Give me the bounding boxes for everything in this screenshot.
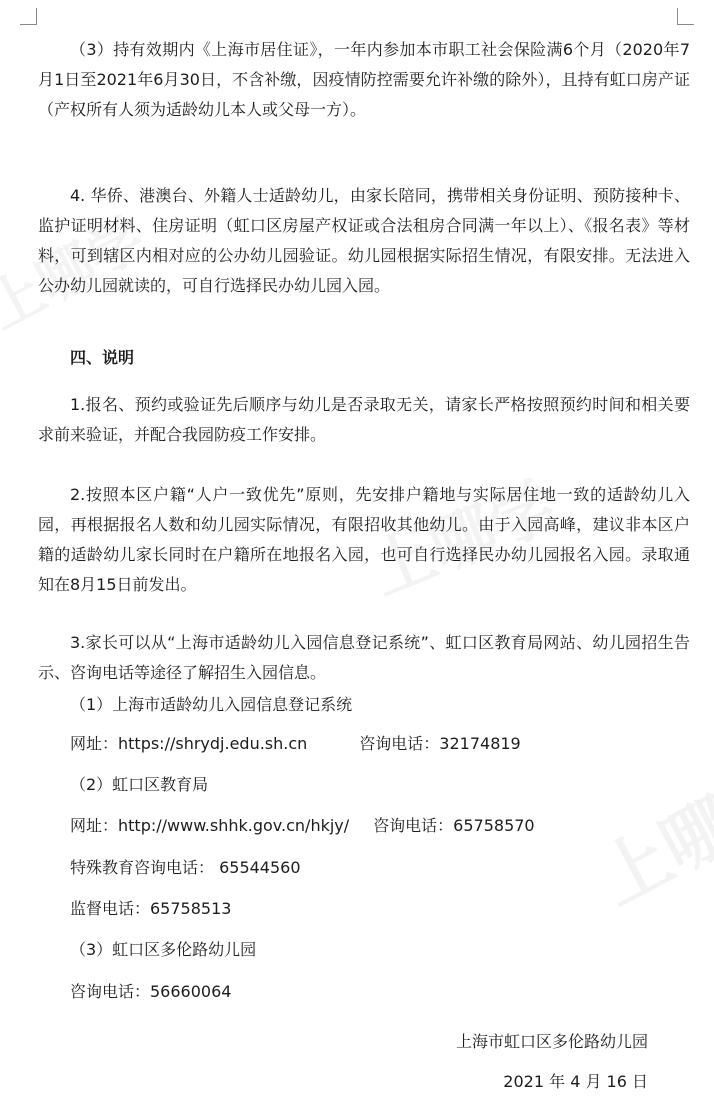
phone-number: 咨询电话：32174819 xyxy=(359,734,521,753)
supervision-phone: 监督电话：65758513 xyxy=(70,899,232,918)
signature-date: 2021 年 4 月 16 日 xyxy=(503,1072,648,1091)
watermark-logo xyxy=(579,737,714,925)
special-education-phone: 特殊教育咨询电话： 65544560 xyxy=(70,858,301,877)
note-item-1: 1.报名、预约或验证先后顺序与幼儿是否录取无关，请家长严格按照预约时间和相关要求前来验证，并配合我园防疫工作安排。 xyxy=(38,395,690,444)
contact-row-registration-system xyxy=(70,729,521,759)
contact-title-kindergarten: （3）虹口区多伦路幼儿园 xyxy=(70,940,257,959)
contact-row-education-bureau xyxy=(70,811,535,841)
phone-number: 咨询电话：65758570 xyxy=(373,816,535,835)
note-item-2: 2.按照本区户籍“人户一致优先”原则，先安排户籍地与实际居住地一致的适龄幼儿入园，再根据报名人数和幼儿园实际情况，有限招收其他幼儿。由于入园高峰，建议非本区户籍的适龄幼儿家长同时在户籍所在地报名入园，也可自行选择民办幼儿园报名入园。录取通知在8月15日前发出。 xyxy=(38,485,690,594)
paragraph-residence-permit: （3）持有效期内《上海市居住证》，一年内参加本市职工社会保险满6个月（2020年7月1日至2021年6月30日，不含补缴，因疫情防控需要允许补缴的除外），且持有虹口房产证（产权所有人须为适龄幼儿本人或父母一方）。 xyxy=(38,40,690,119)
crop-mark-top-left xyxy=(20,8,37,25)
website-link[interactable]: 网址：https://shrydj.edu.sh.cn xyxy=(70,734,308,753)
contact-title-education-bureau: （2）虹口区教育局 xyxy=(70,775,209,794)
crop-mark-top-right xyxy=(677,8,694,25)
signature-org: 上海市虹口区多伦路幼儿园 xyxy=(455,1032,648,1051)
section-heading: 四、说明 xyxy=(70,348,135,367)
paragraph-overseas-children: 4. 华侨、港澳台、外籍人士适龄幼儿，由家长陪同，携带相关身份证明、预防接种卡、监护证明材料、住房证明（虹口区房屋产权证或合法租房合同满一年以上）、《报名表》等材料，可到辖区内相对应的公办幼儿园验证。幼儿园根据实际招生情况，有限安排。无法进入公办幼儿园就读的，可自行选择民办幼儿园入园。 xyxy=(38,186,690,295)
kindergarten-phone: 咨询电话：56660064 xyxy=(70,982,232,1001)
website-link[interactable]: 网址：http://www.shhk.gov.cn/hkjy/ xyxy=(70,816,350,835)
contact-title-registration-system: （1）上海市适龄幼儿入园信息登记系统 xyxy=(70,695,353,714)
note-item-3: 3.家长可以从“上海市适龄幼儿入园信息登记系统”、虹口区教育局网站、幼儿园招生告示、咨询电话等途径了解招生入园信息。 xyxy=(38,633,690,682)
